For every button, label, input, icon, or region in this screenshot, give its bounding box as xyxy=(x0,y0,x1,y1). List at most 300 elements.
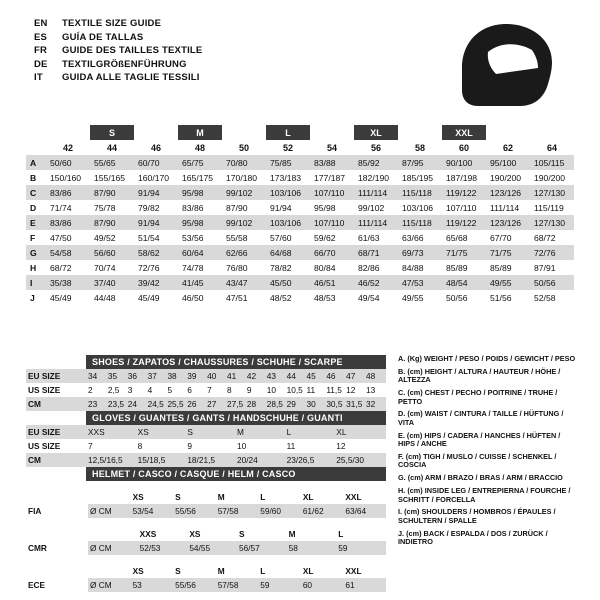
row-label: A xyxy=(30,157,37,168)
row-label: D xyxy=(30,202,37,213)
table-cell: 123/126 xyxy=(490,217,522,228)
language-code: FR xyxy=(34,45,48,56)
helmet-value-row xyxy=(88,504,386,518)
table-cell: 59 xyxy=(338,543,348,553)
legend-item: D. (cm) WAIST / CINTURA / TAILLE / HÜFTUNG / VITA xyxy=(398,409,564,427)
table-cell: 57/60 xyxy=(270,232,292,243)
language-title: TEXTILGRÖßENFÜHRUNG xyxy=(62,58,187,70)
table-cell: 95/100 xyxy=(490,157,517,168)
table-cell: 28 xyxy=(246,399,257,409)
row-label: B xyxy=(30,172,37,183)
table-cell: 45/49 xyxy=(50,292,72,303)
table-cell: 49/55 xyxy=(490,277,512,288)
table-cell: 46/51 xyxy=(314,277,336,288)
table-cell: 34 xyxy=(88,371,98,381)
table-cell: S xyxy=(187,427,193,437)
table-cell: 48/52 xyxy=(270,292,292,303)
unit-spacer xyxy=(88,490,131,504)
table-header-numbers xyxy=(26,140,574,155)
table-row xyxy=(26,383,386,397)
table-cell: 187/198 xyxy=(446,172,478,183)
table-cell: 43 xyxy=(266,371,276,381)
language-code: DE xyxy=(34,58,48,70)
legend-item: J. (cm) BACK / ESPALDA / DOS / ZURÜCK / INDIETRO xyxy=(398,528,548,547)
size-number: 60 xyxy=(458,142,469,153)
table-cell: 31,5 xyxy=(346,399,363,409)
table-cell: 91/94 xyxy=(138,187,160,198)
row-label: C xyxy=(30,187,37,198)
table-cell: 10 xyxy=(236,441,247,451)
table-cell: 50/56 xyxy=(534,277,556,288)
table-cell: 43/47 xyxy=(226,277,248,288)
table-row xyxy=(26,275,574,290)
table-cell: 48 xyxy=(366,371,376,381)
table-cell: 62/66 xyxy=(226,247,248,258)
table-cell: 79/82 xyxy=(138,202,160,213)
table-cell: 54/55 xyxy=(189,543,211,553)
table-cell: 68/72 xyxy=(534,232,556,243)
table-cell: 63/64 xyxy=(345,506,367,516)
helmet-value-row xyxy=(88,578,386,592)
table-cell: 95/98 xyxy=(314,202,336,213)
table-cell: 105/115 xyxy=(534,157,565,168)
table-cell: 12 xyxy=(336,441,346,451)
measurement-legend xyxy=(398,355,578,551)
table-cell: 49/52 xyxy=(94,232,116,243)
table-cell: 9 xyxy=(187,441,192,451)
helmet-standard-label: FIA xyxy=(28,506,42,516)
table-cell: 115/118 xyxy=(402,187,432,198)
table-cell: 20/24 xyxy=(236,455,258,465)
helmet-standard-label: CMR xyxy=(28,543,47,553)
table-cell: 103/106 xyxy=(270,217,302,228)
table-cell: 99/102 xyxy=(226,217,253,228)
row-label: CM xyxy=(28,455,41,465)
table-cell: 119/122 xyxy=(446,187,477,198)
table-cell: 182/190 xyxy=(358,172,390,183)
table-row xyxy=(26,200,574,215)
table-cell: 47/51 xyxy=(226,292,248,303)
table-row xyxy=(26,155,574,170)
table-cell: 115/119 xyxy=(534,202,564,213)
table-cell: 13 xyxy=(366,385,376,395)
table-row xyxy=(26,290,574,305)
table-cell: 44/48 xyxy=(94,292,116,303)
table-cell: 41 xyxy=(227,371,237,381)
table-cell: 67/70 xyxy=(490,232,512,243)
table-cell: 46 xyxy=(326,371,336,381)
helmet-size-header: XS xyxy=(131,564,174,578)
table-cell: 15/18,5 xyxy=(137,455,166,465)
table-row xyxy=(26,439,386,453)
table-cell: 41/45 xyxy=(182,277,204,288)
table-cell: 64/68 xyxy=(270,247,292,258)
table-cell: 78/82 xyxy=(270,262,292,273)
table-cell: 83/86 xyxy=(50,217,72,228)
table-cell: 26 xyxy=(187,399,197,409)
table-cell: 50/60 xyxy=(50,157,72,168)
helmet-unit: Ø CM xyxy=(90,580,112,590)
helmet-size-header: S xyxy=(237,527,287,541)
table-cell: 53/56 xyxy=(182,232,204,243)
table-cell: 5 xyxy=(167,385,173,395)
size-number: 52 xyxy=(282,142,293,153)
table-row xyxy=(26,260,574,275)
legend-item: F. (cm) TIGH / MUSLO / CUISSE / SCHENKEL / COSCIA xyxy=(398,452,557,470)
table-cell: 83/86 xyxy=(50,187,72,198)
table-row xyxy=(26,369,386,383)
helmet-icon xyxy=(458,22,554,113)
table-cell: 82/86 xyxy=(358,262,380,273)
helmet-size-header: XXL xyxy=(343,490,386,504)
table-cell: 107/110 xyxy=(446,202,477,213)
language-row xyxy=(34,72,354,83)
table-cell: 7 xyxy=(88,441,93,451)
table-cell: 25,5 xyxy=(167,399,184,409)
table-cell: 39 xyxy=(187,371,197,381)
table-cell: 45 xyxy=(306,371,316,381)
language-row xyxy=(34,45,354,56)
table-cell: 27,5 xyxy=(227,399,244,409)
row-label: EU SIZE xyxy=(28,371,61,381)
helmet-size-header-row xyxy=(88,564,386,578)
helmet-size-header: XXL xyxy=(343,564,386,578)
table-cell: 87/95 xyxy=(402,157,424,168)
table-row xyxy=(26,397,386,411)
row-label: I xyxy=(30,277,33,288)
table-cell: 103/106 xyxy=(270,187,302,198)
table-cell: 47/53 xyxy=(402,277,424,288)
size-number: 44 xyxy=(106,142,117,153)
shoes-title: SHOES / ZAPATOS / CHAUSSURES / SCHUHE / SCARPE xyxy=(86,355,386,369)
table-cell: 91/94 xyxy=(270,202,292,213)
language-code: IT xyxy=(34,72,43,83)
table-cell: 44 xyxy=(286,371,296,381)
table-cell: 53/54 xyxy=(132,506,154,516)
table-cell: 47 xyxy=(346,371,356,381)
table-cell: 84/88 xyxy=(402,262,424,273)
table-cell: 48/53 xyxy=(314,292,336,303)
table-cell: 69/73 xyxy=(402,247,424,258)
table-cell: 24 xyxy=(127,399,137,409)
table-cell: 60/64 xyxy=(182,247,204,258)
table-cell: 123/126 xyxy=(490,187,522,198)
table-cell: 83/86 xyxy=(182,202,204,213)
helmet-size-header: XS xyxy=(131,490,174,504)
table-cell: 47/50 xyxy=(50,232,72,243)
table-cell: 87/90 xyxy=(226,202,248,213)
helmet-size-header: S xyxy=(173,490,216,504)
size-letter-s: S xyxy=(90,125,134,140)
table-row xyxy=(26,185,574,200)
table-cell: 35 xyxy=(107,371,118,381)
table-cell: 70/80 xyxy=(226,157,248,168)
table-cell: 11 xyxy=(306,385,316,395)
table-cell: 55/65 xyxy=(94,157,116,168)
unit-spacer xyxy=(88,527,138,541)
table-cell: 6 xyxy=(187,385,192,395)
language-row xyxy=(34,18,354,29)
table-cell: 190/200 xyxy=(534,172,566,183)
row-label: EU SIZE xyxy=(28,427,61,437)
table-cell: 11 xyxy=(286,441,296,451)
helmet-size-header: XL xyxy=(301,490,344,504)
language-list xyxy=(34,18,354,86)
table-cell: 54/58 xyxy=(50,247,72,258)
table-cell: 173/183 xyxy=(270,172,302,183)
size-number: 58 xyxy=(414,142,425,153)
table-cell: 46/52 xyxy=(358,277,380,288)
table-cell: 24,5 xyxy=(147,399,164,409)
legend-item: E. (cm) HIPS / CADERA / HANCHES / HÜFTEN / HIPS / ANCHE xyxy=(398,430,561,449)
helmet-size-header: XS xyxy=(187,527,237,541)
helmet-size-header: XXS xyxy=(138,527,188,541)
accessory-tables xyxy=(26,355,386,592)
table-cell: 9 xyxy=(246,385,252,395)
table-cell: 45/50 xyxy=(270,277,292,288)
table-cell: 45/49 xyxy=(138,292,160,303)
table-cell: 59/62 xyxy=(314,232,336,243)
table-cell: 63/66 xyxy=(402,232,424,243)
table-cell: 18/21,5 xyxy=(187,455,215,465)
table-cell: 56/60 xyxy=(94,247,116,258)
table-cell: 11,5 xyxy=(326,385,342,395)
table-cell: 155/165 xyxy=(94,172,126,183)
table-cell: 170/180 xyxy=(226,172,258,183)
table-cell: 30 xyxy=(306,399,316,409)
table-cell: 10,5 xyxy=(286,385,303,395)
table-cell: 50/56 xyxy=(446,292,468,303)
table-cell: 107/110 xyxy=(314,187,345,198)
table-cell: 49/54 xyxy=(358,292,380,303)
table-row xyxy=(26,245,574,260)
table-cell: 85/89 xyxy=(446,262,468,273)
table-cell: 61/62 xyxy=(302,506,324,516)
table-cell: 83/88 xyxy=(314,157,336,168)
table-cell: XS xyxy=(137,427,149,437)
row-label: US SIZE xyxy=(28,385,61,395)
table-cell: 10 xyxy=(266,385,276,395)
table-cell: 55/56 xyxy=(175,580,196,590)
table-cell: 119/122 xyxy=(446,217,477,228)
table-cell: 25,5/30 xyxy=(336,455,364,465)
helmet-unit: Ø CM xyxy=(90,543,112,553)
table-cell: 65/75 xyxy=(182,157,204,168)
size-number: 50 xyxy=(238,142,249,153)
legend-item: G. (cm) ARM / BRAZO / BRAS / ARM / BRACCIO xyxy=(398,473,563,483)
table-cell: 66/70 xyxy=(314,247,336,258)
table-row xyxy=(26,425,386,439)
table-cell: 75/85 xyxy=(270,157,292,168)
body-measurements-table xyxy=(26,125,574,305)
table-cell: 87/90 xyxy=(94,217,116,228)
table-cell: 68/72 xyxy=(50,262,72,273)
row-label: H xyxy=(30,262,37,273)
table-cell: 68/71 xyxy=(358,247,380,258)
table-cell: 72/76 xyxy=(138,262,160,273)
table-cell: 56/57 xyxy=(238,543,260,553)
table-cell: 38 xyxy=(167,371,177,381)
table-cell: 103/106 xyxy=(402,202,434,213)
table-cell: L xyxy=(286,427,292,437)
table-cell: 60 xyxy=(302,580,313,590)
legend-item: H. (cm) INSIDE LEG / ENTREPIERNA / FOURCHE / SCHRITT / FORCELLA xyxy=(398,486,571,504)
helmet-size-header-row xyxy=(88,527,386,541)
helmet-standard-block xyxy=(26,527,386,555)
table-cell: 49/55 xyxy=(402,292,424,303)
table-cell: 111/114 xyxy=(358,187,388,198)
table-cell: M xyxy=(236,427,244,437)
table-cell: 27 xyxy=(207,399,217,409)
table-cell: 71/75 xyxy=(446,247,468,258)
helmet-tables xyxy=(26,490,386,592)
table-cell: 59 xyxy=(260,580,270,590)
row-label: G xyxy=(30,247,37,258)
helmet-standard-block xyxy=(26,564,386,592)
table-cell: 46/50 xyxy=(182,292,204,303)
table-cell: 150/160 xyxy=(50,172,82,183)
table-cell: 40 xyxy=(207,371,217,381)
table-cell: 55/56 xyxy=(175,506,196,516)
language-title: GUÍA DE TALLAS xyxy=(62,31,144,43)
row-label: F xyxy=(30,232,36,243)
helmet-size-header: L xyxy=(258,490,301,504)
table-cell: 28,5 xyxy=(266,399,283,409)
table-cell: 160/170 xyxy=(138,172,170,183)
helmet-size-header: L xyxy=(258,564,301,578)
helmet-size-header: XL xyxy=(301,564,344,578)
language-code: EN xyxy=(34,18,48,29)
table-cell: 36 xyxy=(127,371,137,381)
table-row xyxy=(26,230,574,245)
row-label: J xyxy=(30,292,35,303)
row-label: CM xyxy=(28,399,41,409)
size-number: 62 xyxy=(502,142,513,153)
size-number: 46 xyxy=(150,142,161,153)
size-letter-xxl: XXL xyxy=(442,125,486,140)
table-cell: 52/58 xyxy=(534,292,556,303)
table-cell: 53 xyxy=(132,580,142,590)
table-cell: 99/102 xyxy=(358,202,385,213)
table-cell: 60/70 xyxy=(138,157,160,168)
shoes-table xyxy=(26,369,386,411)
table-cell: 127/130 xyxy=(534,217,566,228)
table-cell: 61 xyxy=(345,580,355,590)
table-cell: 37 xyxy=(147,371,157,381)
table-cell: 74/78 xyxy=(182,262,204,273)
table-cell: 23 xyxy=(88,399,98,409)
language-row xyxy=(34,32,354,43)
table-cell: 185/195 xyxy=(402,172,434,183)
gloves-title: GLOVES / GUANTES / GANTS / HANDSCHUHE / GUANTI xyxy=(86,411,386,425)
table-cell: 72/76 xyxy=(534,247,556,258)
table-cell: 70/74 xyxy=(94,262,116,273)
table-cell: 39/42 xyxy=(138,277,160,288)
table-cell: 85/89 xyxy=(490,262,512,273)
size-number: 48 xyxy=(194,142,205,153)
table-cell: 177/187 xyxy=(314,172,346,183)
table-cell: 42 xyxy=(246,371,257,381)
table-cell: 12 xyxy=(346,385,356,395)
table-cell: 95/98 xyxy=(182,187,204,198)
table-cell: 30,5 xyxy=(326,399,343,409)
table-cell: 8 xyxy=(137,441,143,451)
table-cell: 58/62 xyxy=(138,247,160,258)
size-number: 56 xyxy=(370,142,381,153)
table-cell: 57/58 xyxy=(217,506,239,516)
helmet-standard-block xyxy=(26,490,386,518)
table-cell: 111/114 xyxy=(490,202,520,213)
table-cell: 99/102 xyxy=(226,187,253,198)
table-cell: 35/38 xyxy=(50,277,72,288)
table-cell: 76/80 xyxy=(226,262,248,273)
helmet-size-header: M xyxy=(216,564,259,578)
table-cell: 4 xyxy=(147,385,153,395)
helmet-standard-label: ECE xyxy=(28,580,46,590)
helmet-value-row xyxy=(88,541,386,555)
table-cell: 115/118 xyxy=(402,217,432,228)
language-title: GUIDE DES TAILLES TEXTILE xyxy=(62,45,203,56)
gloves-table xyxy=(26,425,386,467)
table-row xyxy=(26,215,574,230)
row-label: US SIZE xyxy=(28,441,61,451)
helmet-size-header: L xyxy=(336,527,386,541)
table-cell: 2 xyxy=(88,385,93,395)
table-cell: 59/60 xyxy=(260,506,282,516)
size-number: 42 xyxy=(62,142,73,153)
table-row xyxy=(26,453,386,467)
table-cell: 7 xyxy=(207,385,212,395)
table-cell: 165/175 xyxy=(182,172,214,183)
table-header-letters xyxy=(26,125,574,140)
size-number: 64 xyxy=(546,142,557,153)
table-cell: 71/74 xyxy=(50,202,72,213)
table-cell: 12,5/16,5 xyxy=(88,455,123,465)
table-cell: 8 xyxy=(227,385,232,395)
helmet-size-header: S xyxy=(173,564,216,578)
helmet-unit: Ø CM xyxy=(90,506,112,516)
table-cell: 61/63 xyxy=(358,232,380,243)
table-cell: 91/94 xyxy=(138,217,160,228)
table-cell: 75/78 xyxy=(94,202,116,213)
table-cell: 111/114 xyxy=(358,217,388,228)
table-cell: 55/58 xyxy=(226,232,248,243)
table-row xyxy=(26,170,574,185)
language-title: TEXTILE SIZE GUIDE xyxy=(62,18,162,29)
table-cell: 80/84 xyxy=(314,262,336,273)
table-cell: 51/56 xyxy=(490,292,512,303)
language-code: ES xyxy=(34,31,48,43)
legend-item: A. (Kg) WEIGHT / PESO / POIDS / GEWICHT / PESO xyxy=(398,354,576,363)
language-row xyxy=(34,59,354,70)
size-number: 54 xyxy=(326,142,337,153)
helmet-size-header: M xyxy=(216,490,259,504)
legend-item: B. (cm) HEIGHT / ALTURA / HAUTEUR / HÖHE / ALTEZZA xyxy=(398,366,561,385)
table-cell: 23/26,5 xyxy=(286,455,315,465)
table-cell: 48/54 xyxy=(446,277,468,288)
helmet-size-header-row xyxy=(88,490,386,504)
language-title: GUIDA ALLE TAGLIE TESSILI xyxy=(62,72,200,83)
table-cell: 52/53 xyxy=(139,543,161,553)
table-cell: 190/200 xyxy=(490,172,522,183)
table-cell: 107/110 xyxy=(314,217,345,228)
table-cell: 32 xyxy=(366,399,376,409)
table-cell: 58 xyxy=(288,543,298,553)
table-cell: 29 xyxy=(286,399,296,409)
table-cell: 87/90 xyxy=(94,187,116,198)
table-cell: XXS xyxy=(88,427,105,437)
table-cell: 23,5 xyxy=(107,399,125,409)
